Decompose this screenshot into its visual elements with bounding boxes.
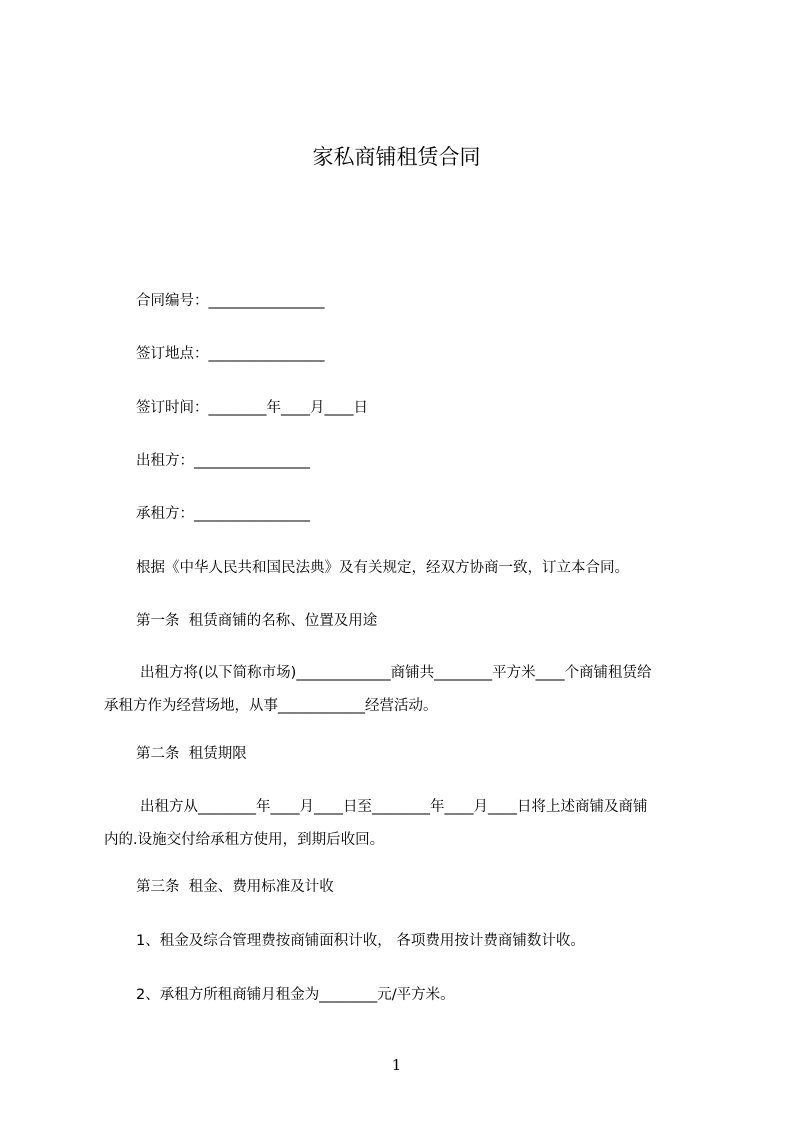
- article2-heading: 第二条 租赁期限: [136, 746, 247, 762]
- article1-line1: 出租方将(以下简称市场)_____________商铺共________平方米____个商铺租赁给: [140, 665, 652, 681]
- page-number: 1: [391, 1056, 402, 1074]
- article3-item2: 2、承租方所租商铺月租金为________元/平方米。: [136, 987, 455, 1003]
- lessee-field: 承租方：________________: [136, 506, 310, 522]
- article2-line1: 出租方从________年____月____日至________年____月____日将上述商铺及商铺: [140, 799, 648, 815]
- lessor-field: 出租方：________________: [136, 453, 310, 469]
- article1-paragraph: [104, 657, 704, 723]
- document-title: 家私商铺租赁合同: [312, 145, 481, 169]
- signing-place-field: 签订地点：________________: [136, 346, 325, 362]
- signing-date-field: 签订时间：________年____月____日: [136, 400, 368, 416]
- intro-paragraph: 根据《中华人民共和国民法典》及有关规定，经双方协商一致，订立本合同。: [136, 560, 629, 576]
- article3-heading: 第三条 租金、费用标准及计收: [136, 879, 334, 895]
- article2-paragraph: [104, 791, 704, 857]
- article1-line2: 承租方作为经营场地，从事____________经营活动。: [104, 698, 438, 714]
- contract-number-field: 合同编号：________________: [136, 293, 325, 309]
- article1-heading: 第一条 租赁商铺的名称、位置及用途: [136, 613, 378, 629]
- article3-item1: 1、租金及综合管理费按商铺面积计收， 各项费用按计费商铺数计收。: [136, 933, 585, 949]
- article2-line2: 内的.设施交付给承租方使用，到期后收回。: [104, 832, 385, 848]
